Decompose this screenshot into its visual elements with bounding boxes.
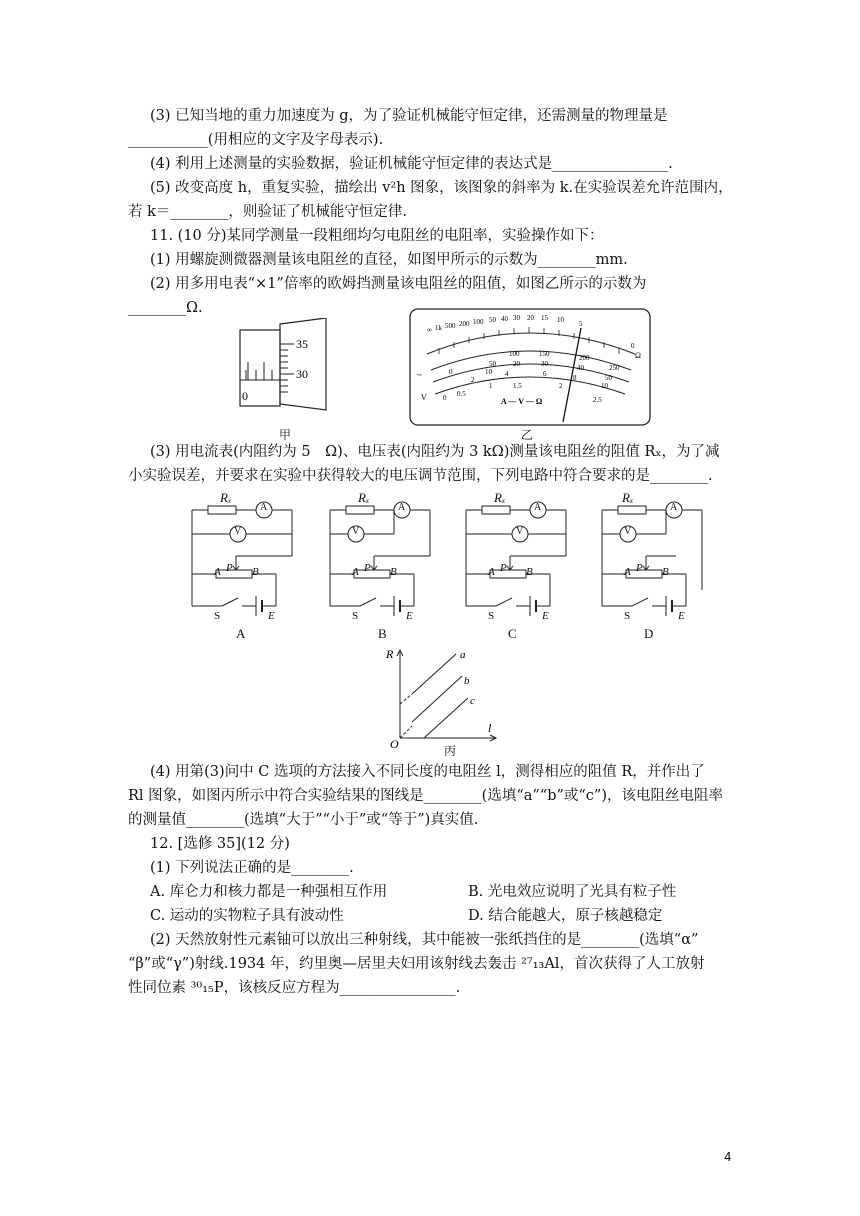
- q12-1-line: (1) 下列说法正确的是________.: [150, 860, 354, 876]
- ohm-symbol: Ω: [635, 351, 641, 360]
- circuit-d-label: D: [644, 626, 654, 641]
- q10-3-line1: (3) 已知当地的重力加速度为 g，为了验证机械能守恒定律，还需测量的物理量是: [150, 108, 668, 124]
- dc-scale-250: 250: [609, 364, 620, 372]
- q11-3-line2: 小实验误差，并要求在实验中获得较大的电压调节范围，下列电路中符合要求的是________.: [128, 468, 713, 484]
- circuit-b-b: B: [390, 566, 397, 578]
- circuit-d-a: A: [624, 566, 631, 578]
- circuit-a-s: S: [214, 610, 221, 622]
- circuit-a: [186, 490, 296, 618]
- ac-scale-25: 2.5: [593, 396, 602, 404]
- circuit-b-voltmeter: V: [352, 526, 360, 537]
- micrometer-figure: [238, 318, 328, 412]
- q10-5-line2: 若 k＝________，则验证了机械能守恒定律.: [128, 204, 408, 220]
- page-number: 4: [724, 1150, 732, 1164]
- q11-1-line: (1) 用螺旋测微器测量该电阻丝的直径，如图甲所示的示数为________mm.: [150, 252, 628, 268]
- low-scale-2: 2: [471, 376, 475, 384]
- circuit-d-rx: Rₓ: [622, 490, 634, 505]
- q12-option-d: D. 结合能越大，原子核越稳定: [468, 908, 663, 924]
- ohm-scale-50: 50: [489, 316, 496, 324]
- low-scale-10: 10: [601, 382, 608, 390]
- mode-label: A — V — Ω: [501, 397, 543, 406]
- q12-2-line2: “β”或“γ”)射线.1934 年，约里奥—居里夫妇用该射线去轰击 ²⁷₁₃Al，首次获得了人工放射: [128, 956, 705, 972]
- dc-scale-200: 200: [579, 354, 590, 362]
- circuit-d-b: B: [662, 566, 669, 578]
- ohm-scale-5: 5: [579, 320, 583, 328]
- q11-title: 11. (10 分)某同学测量一段粗细均匀电阻丝的电阻率，实验操作如下：: [150, 228, 604, 244]
- ac-scale-15: 1.5: [513, 382, 522, 390]
- circuit-c-voltmeter: V: [516, 526, 524, 537]
- low-scale-6: 6: [543, 370, 547, 378]
- dc-scale-50: 50: [489, 360, 496, 368]
- micrometer-tick-35: 35: [296, 337, 308, 351]
- multimeter-figure: [409, 308, 651, 426]
- q12-option-c: C. 运动的实物粒子具有波动性: [150, 908, 344, 924]
- graph-line-c: c: [470, 695, 475, 707]
- q10-5-line1: (5) 改变高度 h，重复实验，描绘出 v²h 图象，该图象的斜率为 k.在实验误差允许范围内，: [150, 180, 733, 196]
- circuit-a-a: A: [214, 566, 221, 578]
- graph-origin: O: [390, 737, 399, 751]
- q12-2-line3: 性同位素 ³⁰₁₅P，该核反应方程为________________.: [128, 980, 461, 996]
- circuit-c-b: B: [526, 566, 533, 578]
- circuit-c-p: P: [500, 562, 507, 574]
- q12-option-b: B. 光电效应说明了光具有粒子性: [468, 884, 677, 900]
- circuit-a-b: B: [252, 566, 259, 578]
- meter-needle: [563, 328, 581, 422]
- circuit-a-p: P: [226, 562, 233, 574]
- circuit-d: [596, 490, 706, 618]
- circuit-b-s: S: [352, 610, 359, 622]
- q11-2-line2: ________Ω.: [128, 300, 203, 316]
- circuit-b-ammeter: A: [398, 502, 406, 513]
- mid-scale-40: 40: [577, 364, 584, 372]
- circuit-a-ammeter: A: [260, 502, 268, 513]
- circuit-d-voltmeter: V: [624, 526, 632, 537]
- graph-y-label: R: [386, 647, 394, 661]
- circuit-c: [460, 490, 570, 618]
- q11-4-line3: 的测量值________(选填“大于”“小于”或“等于”)真实值.: [128, 812, 479, 828]
- caption-jia: 甲: [279, 428, 292, 442]
- dc-symbol: V: [421, 393, 427, 402]
- r-l-graph: [384, 646, 500, 754]
- caption-yi: 乙: [521, 428, 534, 442]
- ohm-scale-40: 40: [501, 315, 508, 323]
- tilde-symbol: ~: [417, 370, 422, 380]
- circuit-c-label: C: [508, 626, 517, 641]
- mid-scale-20: 20: [513, 360, 520, 368]
- circuit-d-p: P: [636, 562, 643, 574]
- mid-scale-10: 10: [485, 368, 492, 376]
- ac-scale-05: 0.5: [457, 390, 466, 398]
- ac-scale-0: 0: [443, 394, 447, 402]
- ohm-scale-1k: 1k: [435, 324, 442, 332]
- q12-title: 12. [选修 35](12 分): [150, 836, 290, 852]
- q11-4-line2: Rl 图象，如图丙所示中符合实验结果的图线是________(选填“a”“b”或“c”)，该电阻丝电阻率: [128, 788, 723, 804]
- circuit-a-voltmeter: V: [234, 526, 242, 537]
- micrometer-tick-30: 30: [296, 367, 308, 381]
- ohm-scale-500: 500: [445, 322, 456, 330]
- circuit-c-s: S: [488, 610, 495, 622]
- ohm-scale-200: 200: [459, 320, 470, 328]
- circuit-c-ammeter: A: [534, 502, 542, 513]
- low-scale-4: 4: [505, 370, 509, 378]
- circuit-d-ammeter: A: [670, 502, 678, 513]
- dc-scale-0: 0: [449, 368, 453, 376]
- circuit-b-label: B: [378, 626, 387, 641]
- ohm-scale-inf: ∞: [427, 326, 432, 334]
- circuit-b-rx: Rₓ: [358, 490, 370, 505]
- circuit-a-e: E: [268, 610, 275, 622]
- graph-x-label: l: [488, 721, 492, 735]
- q10-4-line: (4) 利用上述测量的实验数据，验证机械能守恒定律的表达式是________________.: [150, 156, 673, 172]
- circuit-b-a: A: [352, 566, 359, 578]
- low-scale-8: 8: [573, 374, 577, 382]
- q12-option-a: A. 库仑力和核力都是一种强相互作用: [150, 884, 388, 900]
- circuit-c-rx: Rₓ: [494, 490, 506, 505]
- q11-4-line1: (4) 用第(3)问中 C 选项的方法接入不同长度的电阻丝 l，测得相应的阻值 R，并作出了: [150, 764, 705, 780]
- circuit-c-e: E: [542, 610, 549, 622]
- ohm-scale-10: 10: [557, 316, 564, 324]
- ohm-scale-20: 20: [527, 314, 534, 322]
- circuit-d-s: S: [624, 610, 631, 622]
- circuit-b-p: P: [364, 562, 371, 574]
- dc-scale-100: 100: [509, 350, 520, 358]
- mid-scale-50: 50: [605, 374, 612, 382]
- ohm-scale-0: 0: [631, 342, 635, 350]
- caption-bing: 丙: [444, 744, 457, 758]
- q12-2-line1: (2) 天然放射性元素铀可以放出三种射线，其中能被一张纸挡住的是________(选填“α”: [150, 932, 699, 948]
- graph-line-b: b: [464, 675, 470, 687]
- ac-scale-1: 1: [489, 382, 493, 390]
- micrometer-zero: 0: [242, 389, 248, 403]
- circuit-b: [324, 490, 434, 618]
- graph-line-a: a: [460, 649, 466, 661]
- dc-scale-150: 150: [539, 350, 550, 358]
- circuit-a-label: A: [236, 626, 246, 641]
- q11-3-line1: (3) 用电流表(内阻约为 5 Ω)、电压表(内阻约为 3 kΩ)测量该电阻丝的阻值 Rₓ，为了减: [150, 444, 720, 460]
- q10-3-line2: ___________(用相应的文字及字母表示).: [128, 132, 384, 148]
- circuit-c-a: A: [488, 566, 495, 578]
- circuit-a-rx: Rₓ: [220, 490, 232, 505]
- ohm-scale-30: 30: [513, 314, 520, 322]
- mid-scale-30: 30: [541, 360, 548, 368]
- ohm-scale-100: 100: [473, 318, 484, 326]
- circuit-b-e: E: [406, 610, 413, 622]
- ohm-scale-15: 15: [541, 314, 548, 322]
- circuit-d-e: E: [678, 610, 685, 622]
- ac-scale-2: 2: [559, 382, 563, 390]
- q11-2-line1: (2) 用多用电表“×1”倍率的欧姆挡测量该电阻丝的阻值，如图乙所示的示数为: [150, 276, 647, 292]
